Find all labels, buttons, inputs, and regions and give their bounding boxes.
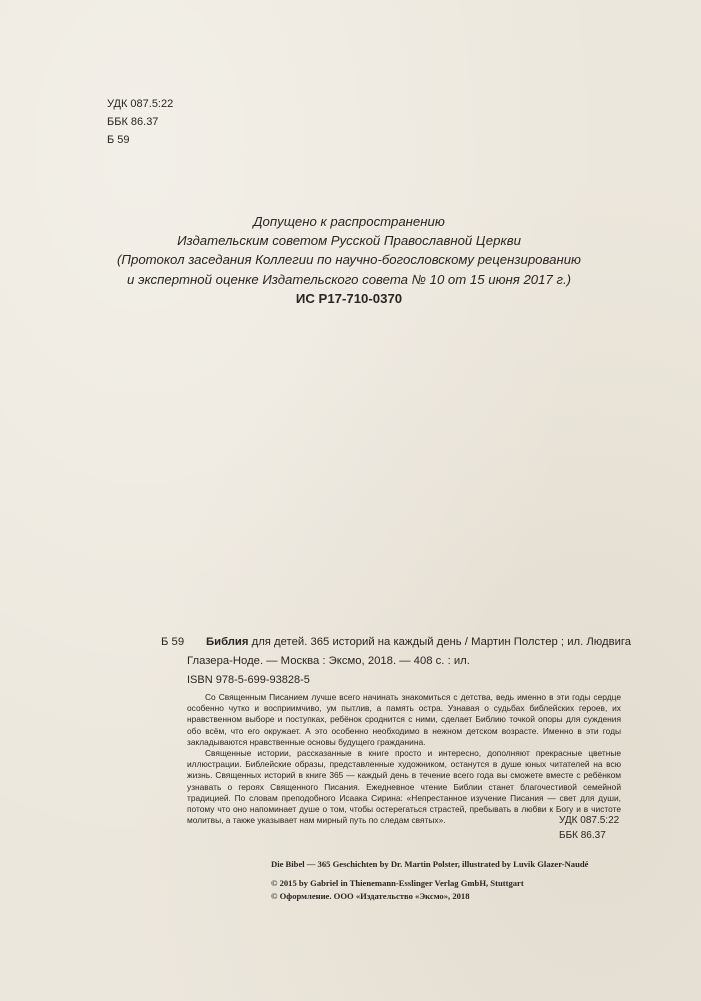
- annotation-bbk: ББК 86.37: [559, 830, 606, 841]
- annotation-classification-codes: [559, 813, 619, 843]
- approval-line-1: Допущено к распространению: [253, 214, 445, 229]
- approval-line-3: (Протокол заседания Коллегии по научно-богословскому рецензированию: [117, 252, 581, 268]
- copyright-notice: © 2015 by Gabriel in Thienemann-Esslinger Verlag GmbH, Stuttgart: [271, 877, 524, 888]
- design-copyright: © Оформление. ООО «Издательство «Эксмо», 2018: [271, 891, 470, 902]
- annotation-paragraph-1: Со Священным Писанием лучше всего начинать знакомиться с детства, ведь именно в эти годы сердце особенно чутко и восприимчиво, ум пытлив, а память остра. Узнавая о судьбах библейских героев, их нравственном выборе и поступках, ребёнок сроднится с ними, сделает Библию точкой опоры для суждения обо всём, что его окружает. А это особенно необходимо в нежном детском возрасте. Именно в эти годы закладываются нравственные основы будущего гражданина.: [187, 692, 621, 747]
- classification-codes: [107, 95, 173, 149]
- original-edition-credit: Die Bibel — 365 Geschichten by Dr. Martin Polster, illustrated by Luvik Glazer-Naudé: [271, 859, 589, 869]
- approval-line-4: и экспертной оценке Издательского совета № 10 от 15 июня 2017 г.): [126, 271, 572, 287]
- annotation-paragraph-2: Священные истории, рассказанные в книге просто и интересно, дополняют прекрасные цветные иллюстрации. Библейские образы, представленные художником, останутся в душе юных читателей на всю жизнь. Священных историй в книге 365 — каждый день в течение всего года вы сможете вместе с ребёнком узнавать о героях Священного Писания. Ежедневное чтение Библии станет благочестивой семейной традицией. По словам преподобного Исаака Сирина: «Непрестанное изучение Писания — свет для души, потому что оно напоминает душе о том, чтобы остерегаться страстей, пребывать в любви к Богу и в чистоте молитвы, а также указывает нам мирный путь по следам святых».: [187, 748, 621, 826]
- copyright-credits: [271, 858, 588, 904]
- approval-line-2: Издательским советом Русской Православной Церкви: [177, 233, 521, 249]
- church-approval-notice: [110, 212, 588, 308]
- udk-code: УДК 087.5:22: [107, 98, 174, 110]
- biblio-description: для детей. 365 историй на каждый день / Мартин Полстер ; ил. Людвига: [248, 636, 632, 648]
- author-mark: Б 59: [107, 134, 130, 146]
- bibliographic-record: [161, 633, 630, 671]
- biblio-author-mark: Б 59: [161, 636, 185, 648]
- bbk-code: ББК 86.37: [107, 116, 159, 128]
- annotation-udk: УДК 087.5:22: [559, 815, 620, 826]
- biblio-publication-info: Глазера-Ноде. — Москва : Эксмо, 2018. — 408 с. : ил.: [187, 655, 470, 667]
- approval-is-number: ИС Р17-710-0370: [295, 290, 403, 306]
- biblio-title: Библия: [206, 636, 249, 648]
- annotation: [187, 692, 621, 826]
- isbn: ISBN 978-5-699-93828-5: [187, 674, 310, 686]
